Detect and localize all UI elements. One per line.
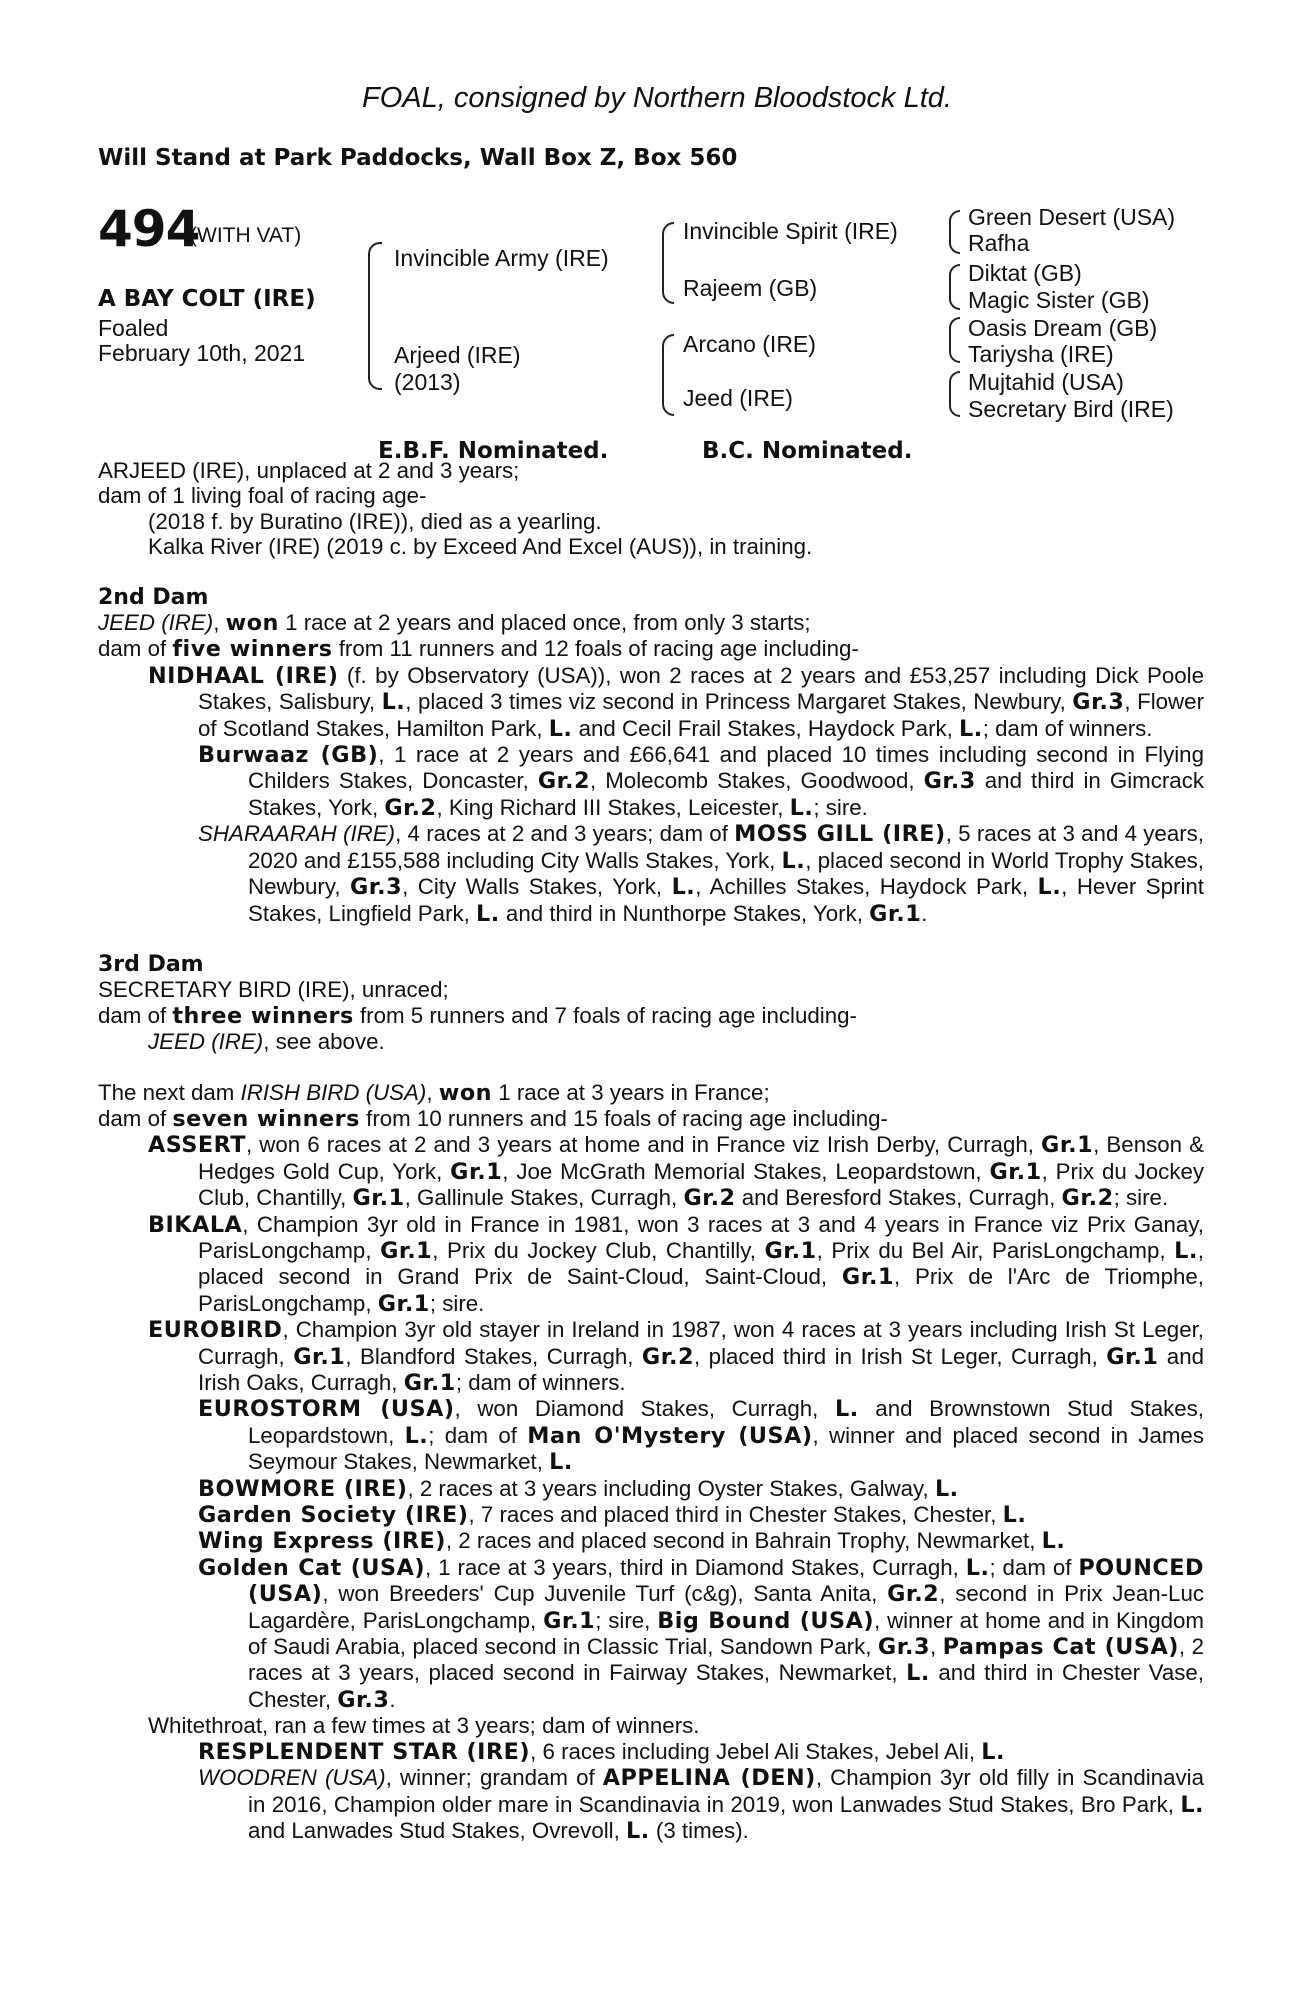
list-item: EUROSTORM (USA), won Diamond Stakes, Curragh, L. and Brownstown Stud Stakes, Leopardstown, L.; dam of Man O'Mystery (USA), winner and placed second in James Seymour Stakes, Newmarket, L. [198,1396,1204,1476]
list-item: ASSERT, won 6 races at 2 and 3 years at home and in France viz Irish Derby, Curragh, Gr.1, Benson & Hedges Gold Cup, York, Gr.1, Joe McGrath Memorial Stakes, Leopardstown, Gr.1, Prix du Jockey Club, Chantilly, Gr.1, Gallinule Stakes, Curragh, Gr.2 and Beresford Stakes, Curragh, Gr.2; sire. [148,1132,1205,1212]
dam-summary: ARJEED (IRE), unplaced at 2 and 3 years; dam of 1 living foal of racing age- [98,458,520,509]
pedigree-dam-year: (2013) [394,369,461,395]
pedigree-g1: Green Desert (USA) [968,204,1176,230]
pedigree-brace-g2 [949,264,960,310]
list-item: (2018 f. by Buratino (IRE)), died as a yearling. [148,508,602,534]
bc-nomination: B.C. Nominated. [702,438,913,464]
list-item: Golden Cat (USA), 1 race at 3 years, third in Diamond Stakes, Curragh, L.; dam of POUNCED (USA), won Breeders' Cup Juvenile Turf (c&g), Santa Anita, Gr.2, second in Prix Jean-Luc Lagardère, ParisLongchamp, Gr.1; sire, Big Bound (USA), winner at home and in Kingdom of Saudi Arabia, placed second in Classic Trial, Sandown Park, Gr.3, Pampas Cat (USA), 2 races at 3 years, placed second in Fairway Stakes, Newmarket, L. and third in Chester Vase, Chester, Gr.3. [198,1554,1204,1713]
foaled-label: Foaled [98,315,169,341]
vat-note: (WITH VAT) [190,224,302,247]
pedigree-dam-sire: Arcano (IRE) [683,331,816,357]
pedigree-g3: Diktat (GB) [968,260,1082,286]
pedigree-g2: Rafha [968,230,1030,256]
pedigree-brace-g3 [949,317,960,363]
pedigree-g4: Magic Sister (GB) [968,287,1150,313]
catalogue-title: FOAL, consigned by Northern Bloodstock Ltd. [362,82,952,114]
section-heading: 2nd Dam [98,584,209,610]
pedigree-g5: Oasis Dream (GB) [968,315,1158,341]
list-item: RESPLENDENT STAR (IRE), 6 races including Jebel Ali Stakes, Jebel Ali, L. [198,1738,1005,1765]
second-dam-summary: JEED (IRE), won 1 race at 2 years and placed once, from only 3 starts; dam of five winners from 11 runners and 12 foals of racing age including- [98,610,859,663]
foaled-date: February 10th, 2021 [98,340,306,366]
list-item: Kalka River (IRE) (2019 c. by Exceed And Excel (AUS)), in training. [148,534,813,560]
pedigree-brace-dam [662,334,674,416]
pedigree-sire-dam: Rajeem (GB) [683,275,818,301]
list-item: BOWMORE (IRE), 2 races at 3 years including Oyster Stakes, Galway, L. [198,1475,959,1502]
list-item: Whitethroat, ran a few times at 3 years; dam of winners. [148,1713,700,1739]
list-item: NIDHAAL (IRE) (f. by Observatory (USA)), won 2 races at 2 years and £53,257 including Dick Poole Stakes, Salisbury, L., placed 3 times viz second in Princess Margaret Stakes, Newbury, Gr.3, Flower of Scotland Stakes, Hamilton Park, L. and Cecil Frail Stakes, Haydock Park, L.; dam of winners. [148,662,1204,742]
third-dam-summary: SECRETARY BIRD (IRE), unraced; dam of three winners from 5 runners and 7 foals of racing age including- [98,977,857,1029]
lot-number: 494 [98,200,200,258]
list-item: Wing Express (IRE), 2 races and placed second in Bahrain Trophy, Newmarket, L. [198,1528,1066,1555]
list-item: SHARAARAH (IRE), 4 races at 2 and 3 years; dam of MOSS GILL (IRE), 5 races at 3 and 4 years, 2020 and £155,588 including City Walls Stakes, York, L., placed second in World Trophy Stakes, Newbury, Gr.3, City Walls Stakes, York, L., Achilles Stakes, Haydock Park, L., Hever Sprint Stakes, Lingfield Park, L. and third in Nunthorpe Stakes, York, Gr.1. [198,821,1205,927]
next-dam-summary: The next dam IRISH BIRD (USA), won 1 race at 3 years in France; dam of seven winners from 10 runners and 15 foals of racing age including- [98,1079,888,1132]
pedigree-g7: Mujtahid (USA) [968,369,1124,395]
pedigree-g6: Tariysha (IRE) [968,341,1114,367]
pedigree-notes [98,458,1204,1844]
pedigree-brace-main [368,242,382,390]
lot-description: A BAY COLT (IRE) [98,286,316,312]
pedigree-dam-dam: Jeed (IRE) [683,385,793,411]
pedigree-brace-sire [662,222,674,304]
pedigree-sire: Invincible Army (IRE) [394,245,609,271]
pedigree-g8: Secretary Bird (IRE) [968,396,1174,422]
list-item: WOODREN (USA), winner; grandam of APPELINA (DEN), Champion 3yr old filly in Scandinavia in 2016, Champion older mare in Scandinavia in 2019, won Lanwades Stud Stakes, Bro Park, L. and Lanwades Stud Stakes, Ovrevoll, L. (3 times). [198,1765,1204,1844]
pedigree-sire-sire: Invincible Spirit (IRE) [683,218,898,244]
ebf-nomination: E.B.F. Nominated. [378,438,609,464]
list-item: Burwaaz (GB), 1 race at 2 years and £66,641 and placed 10 times including second in Flying Childers Stakes, Doncaster, Gr.2, Molecomb Stakes, Goodwood, Gr.3 and third in Gimcrack Stakes, York, Gr.2, King Richard III Stakes, Leicester, L.; sire. [198,742,1204,821]
pedigree-brace-g4 [949,371,960,417]
pedigree-dam: Arjeed (IRE) [394,342,521,368]
list-item: Garden Society (IRE), 7 races and placed third in Chester Stakes, Chester, L. [198,1502,1027,1529]
section-heading: 3rd Dam [98,951,204,977]
stand-location: Will Stand at Park Paddocks, Wall Box Z, Box 560 [98,145,738,171]
list-item: EUROBIRD, Champion 3yr old stayer in Ireland in 1987, won 4 races at 3 years including Irish St Leger, Curragh, Gr.1, Blandford Stakes, Curragh, Gr.2, placed third in Irish St Leger, Curragh, Gr.1 and Irish Oaks, Curragh, Gr.1; dam of winners. [148,1317,1205,1396]
list-item: JEED (IRE), see above. [148,1029,385,1055]
list-item: BIKALA, Champion 3yr old in France in 1981, won 3 races at 3 and 4 years in France viz Prix Ganay, ParisLongchamp, Gr.1, Prix du Jockey Club, Chantilly, Gr.1, Prix du Bel Air, ParisLongchamp, L., placed second in Grand Prix de Saint-Cloud, Saint-Cloud, Gr.1, Prix de l'Arc de Triomphe, ParisLongchamp, Gr.1; sire. [148,1211,1204,1317]
pedigree-brace-g1 [949,210,960,254]
